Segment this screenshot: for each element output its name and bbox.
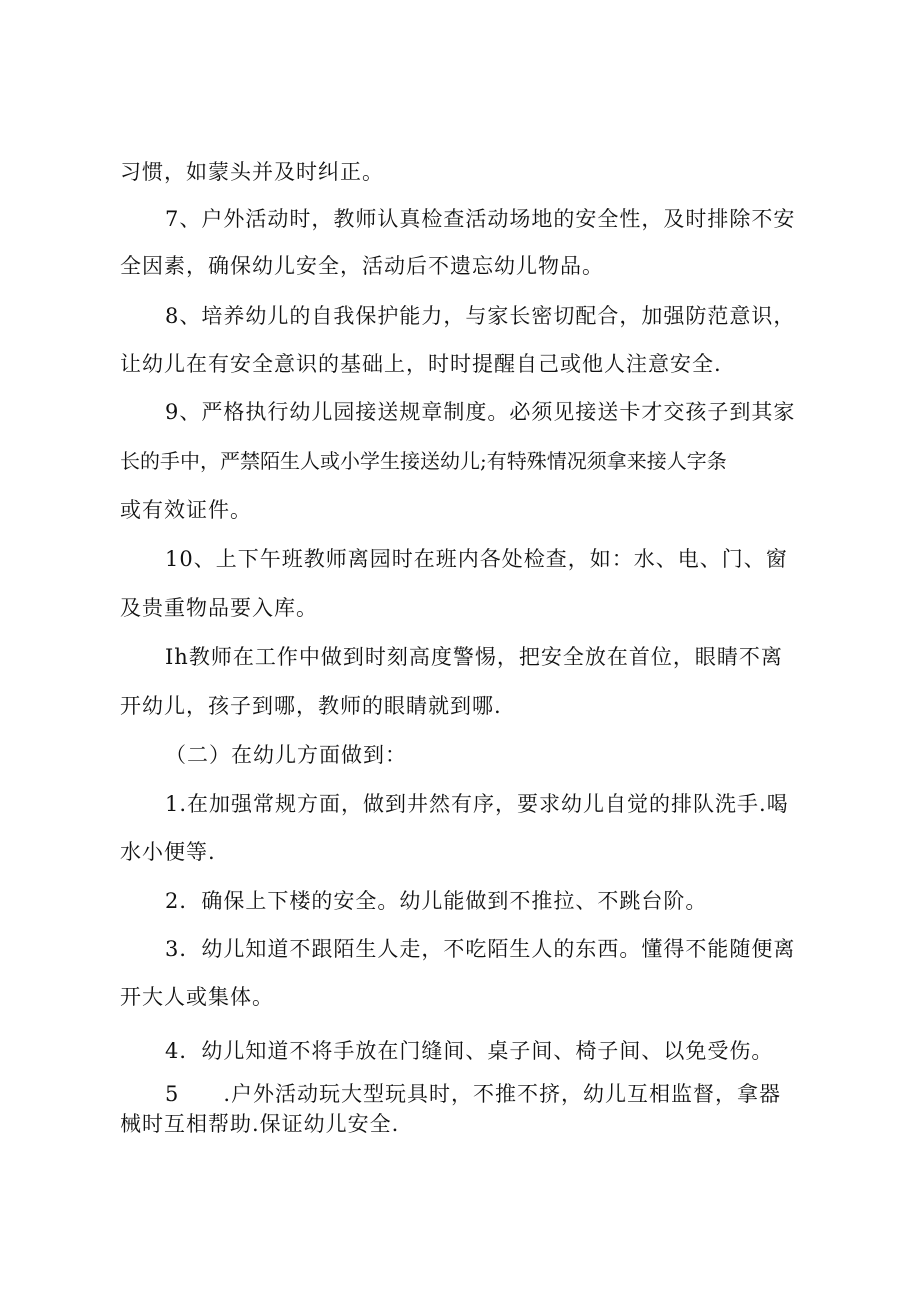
text-line: 水小便等. [120,840,216,864]
text-line: 或有效证件。 [120,498,252,522]
text-line: 习惯，如蒙头并及时纠正。 [120,160,384,184]
text-line: 8、培养幼儿的自我保护能力，与家长密切配合，加强防范意识， [165,304,796,328]
text-line: 4．幼儿知道不将手放在门缝间、桌子间、椅子间、以免受伤。 [165,1039,774,1063]
text-line: 开幼儿，孩子到哪，教师的眼睛就到哪. [120,694,502,718]
text-line: 1.在加强常规方面，做到井然有序，要求幼儿自觉的排队洗手.喝 [165,792,789,816]
text-line: 长的手中，严禁陌生人或小学生接送幼儿;有特殊情况须拿来接人字条 [120,449,727,473]
text-line: 开大人或集体。 [120,985,274,1009]
text-line: 10、上下午班教师离园时在班内各处检查，如：水、电、门、窗 [165,547,788,571]
section-heading: （二）在幼儿方面做到： [165,743,407,767]
text-line: 让幼儿在有安全意识的基础上，时时提醒自己或他人注意安全. [120,352,722,376]
text-line: 械时互相帮助.保证幼儿安全. [120,1112,400,1136]
text-line: 9、严格执行幼儿园接送规章制度。必须见接送卡才交孩子到其家 [165,400,796,424]
text-line: Ih教师在工作中做到时刻高度警惕，把安全放在首位，眼睛不离 [165,645,783,669]
text-line: 全因素，确保幼儿安全，活动后不遗忘幼儿物品。 [120,254,604,278]
text-line: 7、户外活动时，教师认真检查活动场地的安全性，及时排除不安 [165,207,796,231]
text-line: 及贵重物品要入库。 [120,596,318,620]
text-line: 2．确保上下楼的安全。幼儿能做到不推拉、不跳台阶。 [165,889,708,913]
text-line: 3．幼儿知道不跟陌生人走，不吃陌生人的东西。懂得不能随便离 [165,937,796,961]
text-line: 5 .户外活动玩大型玩具时，不推不挤，幼儿互相监督，拿器 [165,1082,782,1106]
